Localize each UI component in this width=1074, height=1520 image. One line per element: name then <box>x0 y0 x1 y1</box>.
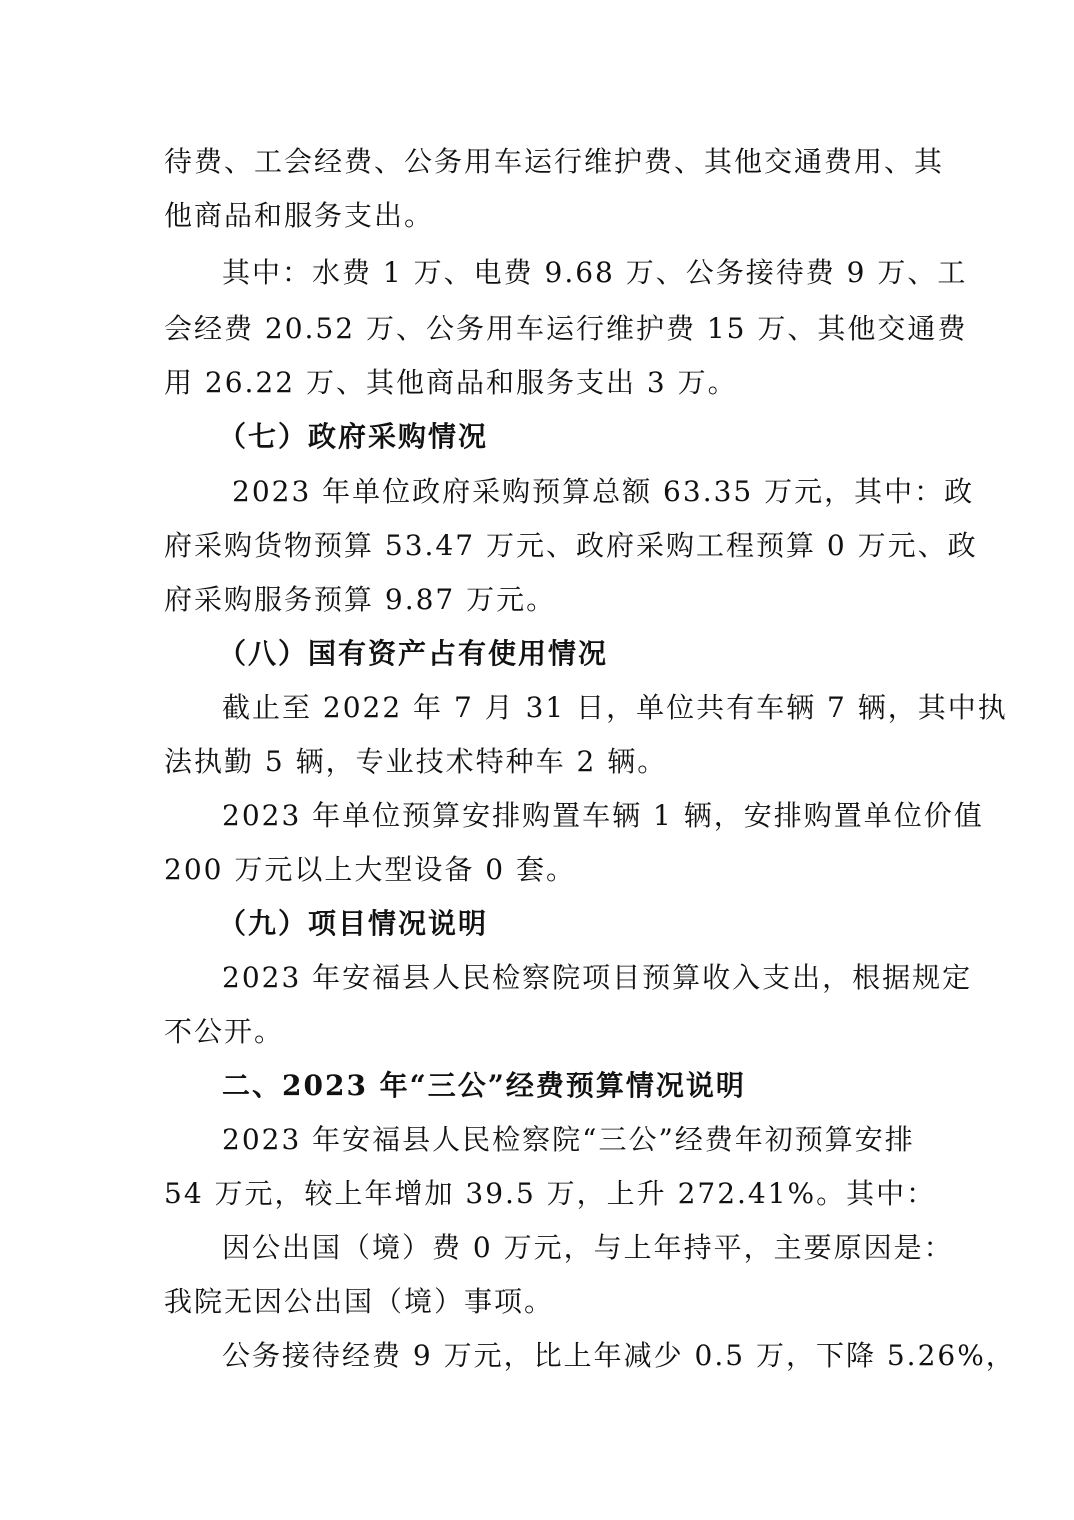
section-heading-8: （八）国有资产占有使用情况 <box>218 637 609 670</box>
section-heading-2: 二、2023 年“三公”经费预算情况说明 <box>222 1069 746 1102</box>
paragraph-line: 他商品和服务支出。 <box>164 199 435 232</box>
paragraph-line: 其中：水费 1 万、电费 9.68 万、公务接待费 9 万、工 <box>222 256 968 289</box>
paragraph-line: 会经费 20.52 万、公务用车运行维护费 15 万、其他交通费 <box>164 312 968 345</box>
section-heading-7: （七）政府采购情况 <box>218 420 489 453</box>
paragraph-line: 2023 年安福县人民检察院项目预算收入支出，根据规定 <box>222 961 973 994</box>
paragraph-line: 因公出国（境）费 0 万元，与上年持平，主要原因是： <box>222 1231 954 1264</box>
paragraph-line: 法执勤 5 辆，专业技术特种车 2 辆。 <box>164 745 668 778</box>
paragraph-line: 2023 年安福县人民检察院“三公”经费年初预算安排 <box>222 1123 915 1156</box>
paragraph-line: 府采购服务预算 9.87 万元。 <box>164 583 557 616</box>
paragraph-line: 府采购货物预算 53.47 万元、政府采购工程预算 0 万元、政 <box>164 529 978 562</box>
paragraph-line: 用 26.22 万、其他商品和服务支出 3 万。 <box>164 366 738 399</box>
paragraph-line: 不公开。 <box>164 1015 285 1048</box>
section-heading-9: （九）项目情况说明 <box>218 907 489 940</box>
paragraph-line: 公务接待经费 9 万元，比上年减少 0.5 万，下降 5.26%， <box>222 1339 1016 1372</box>
paragraph-line: 2023 年单位政府采购预算总额 63.35 万元，其中：政 <box>232 475 975 508</box>
paragraph-line: 我院无因公出国（境）事项。 <box>164 1285 555 1318</box>
paragraph-line: 54 万元，较上年增加 39.5 万，上升 272.41%。其中： <box>164 1177 937 1210</box>
paragraph-line: 2023 年单位预算安排购置车辆 1 辆，安排购置单位价值 <box>222 799 984 832</box>
paragraph-line: 待费、工会经费、公务用车运行维护费、其他交通费用、其 <box>164 145 945 178</box>
paragraph-line: 200 万元以上大型设备 0 套。 <box>164 853 576 886</box>
paragraph-line: 截止至 2022 年 7 月 31 日，单位共有车辆 7 辆，其中执 <box>222 691 1008 724</box>
